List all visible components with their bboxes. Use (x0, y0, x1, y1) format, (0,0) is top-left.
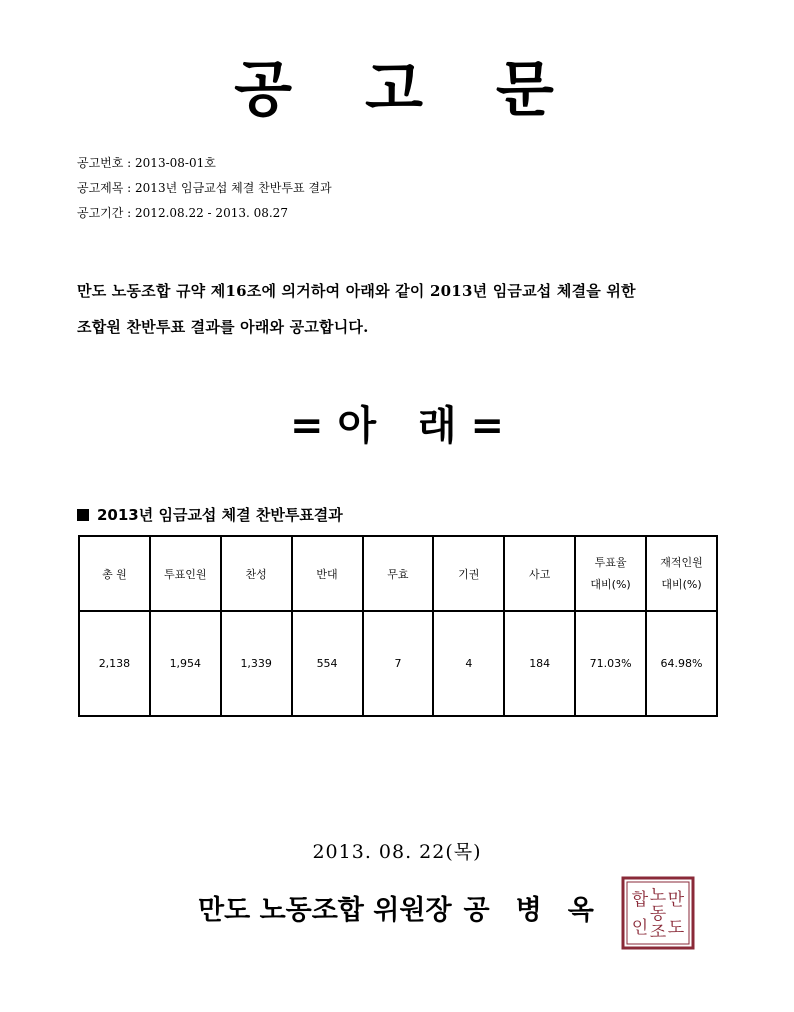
seal-character: 인 (631, 918, 649, 938)
table-cell: 1,954 (150, 611, 221, 716)
table-header-line: 대비(%) (661, 577, 702, 591)
signature-org: 만도 노동조합 위원장 (198, 895, 452, 926)
table-header-cell: 투표인원 (150, 536, 221, 611)
seal-character: 도 (667, 918, 685, 938)
table-cell: 2,138 (79, 611, 150, 716)
page-title: 공 고 문 (234, 55, 580, 125)
table-header-row (79, 536, 717, 611)
signature-line (198, 893, 594, 929)
table-cell: 71.03% (575, 611, 646, 716)
notice-number: 공고번호 : 2013-08-01호 (77, 156, 216, 170)
seal-character: 합 (631, 890, 649, 910)
table-cell: 64.98% (646, 611, 717, 716)
body-text-line-2: 조합원 찬반투표 결과를 아래와 공고합니다. (77, 318, 369, 336)
signature-name-char: 공 (463, 895, 490, 926)
table-header-cell: 무효 (363, 536, 434, 611)
table-header-line: 재적인원 (660, 555, 703, 569)
union-seal-stamp (620, 875, 696, 951)
notice-period: 공고기간 : 2012.08.22 - 2013. 08.27 (77, 206, 288, 220)
table-header-cell (575, 536, 646, 611)
table-header-cell: 기권 (433, 536, 504, 611)
signature-name-char: 병 (515, 895, 542, 926)
table-cell: 554 (292, 611, 363, 716)
body-text-line-1: 만도 노동조합 규약 제16조에 의거하여 아래와 같이 2013년 임금교섭 체결을 위한 (77, 282, 636, 300)
table-header-line: 투표율 (594, 555, 627, 569)
signature-name-char: 옥 (567, 895, 594, 926)
table-header-cell: 반대 (292, 536, 363, 611)
notice-subject: 공고제목 : 2013년 임금교섭 체결 찬반투표 결과 (77, 181, 332, 195)
table-header-cell: 총 원 (79, 536, 150, 611)
table-row (79, 611, 717, 716)
table-cell: 7 (363, 611, 434, 716)
seal-character: 노 (649, 885, 667, 906)
section-subtitle: = 아 래 = (290, 403, 504, 449)
table-cell: 1,339 (221, 611, 292, 716)
notice-date: 2013. 08. 22(목) (312, 841, 482, 863)
table-header-line: 대비(%) (590, 577, 631, 591)
result-section-heading (77, 505, 343, 525)
table-header-cell (646, 536, 717, 611)
seal-character: 동 (649, 904, 667, 924)
table-header-cell: 사고 (504, 536, 575, 611)
vote-result-table (78, 535, 718, 717)
seal-character: 조 (649, 922, 667, 943)
square-bullet-icon (77, 509, 89, 521)
table-cell: 4 (433, 611, 504, 716)
table-cell: 184 (504, 611, 575, 716)
table-header-cell: 찬성 (221, 536, 292, 611)
seal-character: 만 (667, 890, 685, 910)
result-section-heading-text: 2013년 임금교섭 체결 찬반투표결과 (97, 506, 343, 524)
